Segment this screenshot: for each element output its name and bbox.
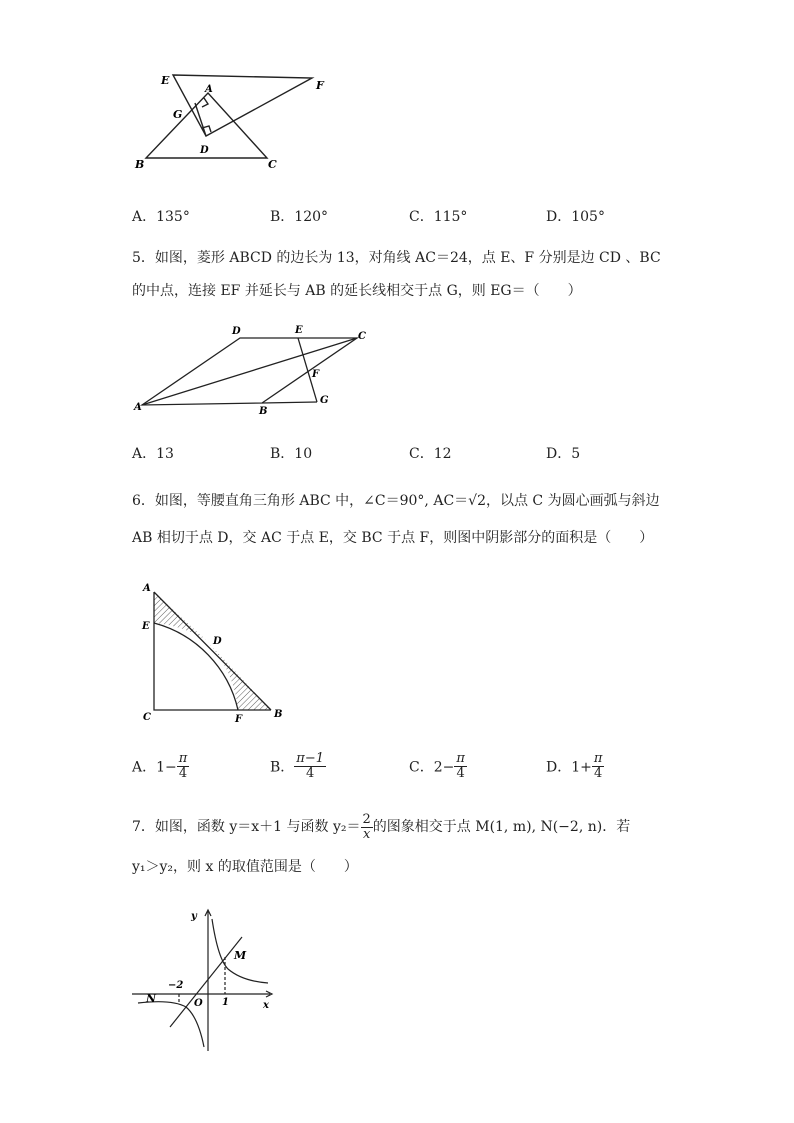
- q4-option-c[interactable]: C．115°: [409, 209, 468, 225]
- fig7-label-neg2: −2: [168, 980, 184, 991]
- q7-text-line1-part1: 7．如图，函数 y＝x＋1 与函数 y₂＝: [132, 819, 361, 835]
- fig5-label-G: G: [320, 395, 329, 406]
- q6-option-c[interactable]: [409, 752, 467, 781]
- fig4-label-B: B: [135, 158, 145, 171]
- fig4-label-D: D: [200, 145, 209, 156]
- q6-option-b-prefix: B．: [270, 759, 295, 776]
- q6-option-a[interactable]: [132, 752, 189, 781]
- q4-figure: [128, 66, 358, 176]
- fig5-label-E: E: [295, 325, 303, 336]
- fig5-label-F: F: [312, 369, 320, 380]
- q6-option-a-prefix: A．1−: [132, 759, 177, 776]
- triangle-efd: [173, 75, 312, 136]
- q6-option-d-prefix: D．1+: [546, 759, 592, 776]
- fig6-label-C: C: [143, 712, 151, 723]
- q4-option-a[interactable]: A．135°: [132, 209, 190, 225]
- fig4-label-C: C: [268, 158, 277, 171]
- fig4-label-F: F: [316, 79, 324, 92]
- q6-option-b-fraction: [294, 752, 326, 781]
- q4-option-b[interactable]: B．120°: [270, 209, 329, 225]
- fig7-label-one: 1: [222, 997, 229, 1008]
- q4-option-d[interactable]: D．105°: [546, 209, 605, 225]
- q6-option-c-fraction: [454, 752, 467, 781]
- fig6-label-D: D: [213, 636, 222, 647]
- hypotenuse-ab: [154, 592, 271, 710]
- q7-fraction: [361, 813, 373, 842]
- fig4-label-A: A: [205, 84, 213, 95]
- q6-option-d-fraction: [592, 752, 605, 781]
- q6-figure: [140, 580, 290, 726]
- q6-option-b[interactable]: [270, 752, 326, 781]
- q6-option-a-fraction: [177, 752, 190, 781]
- q6-text-line2: AB 相切于点 D，交 AC 于点 E，交 BC 于点 F，则图中阴影部分的面积是（ ）: [132, 530, 654, 546]
- fig4-label-G: G: [173, 108, 183, 121]
- fig7-label-N: N: [146, 992, 157, 1005]
- q7-text-line1: [132, 810, 630, 844]
- fig5-label-B: B: [259, 406, 268, 417]
- q6-option-d-numerator: π: [593, 751, 603, 766]
- q7-fraction-denominator: x: [362, 826, 371, 842]
- fig6-label-B: B: [274, 709, 283, 720]
- fig5-label-A: A: [134, 402, 142, 413]
- q6-options: [132, 752, 692, 786]
- q6-option-b-denominator: 4: [306, 766, 315, 781]
- fig6-label-E: E: [142, 621, 150, 632]
- q6-option-b-numerator: π−1: [296, 751, 325, 766]
- q5-option-a[interactable]: A．13: [132, 446, 174, 462]
- q6-option-d-denominator: 4: [594, 766, 603, 781]
- q6-option-a-denominator: 4: [178, 766, 188, 781]
- fig6-label-A: A: [143, 583, 151, 594]
- fig6-label-F: F: [235, 714, 243, 725]
- q5-option-d[interactable]: D．5: [546, 446, 581, 462]
- q5-option-b[interactable]: B．10: [270, 446, 313, 462]
- q5-figure: [132, 322, 372, 418]
- fig5-label-C: C: [358, 331, 366, 342]
- fig4-label-E: E: [161, 74, 170, 87]
- q6-option-c-denominator: 4: [456, 766, 465, 781]
- q6-text-line1: 6．如图，等腰直角三角形 ABC 中，∠C＝90°, AC＝√2，以点 C 为圆心画弧与斜边: [132, 493, 660, 509]
- fig7-label-x: x: [263, 1000, 269, 1011]
- fig5-label-D: D: [232, 326, 241, 337]
- fig7-label-O: O: [194, 998, 203, 1009]
- q6-option-d[interactable]: [546, 752, 604, 781]
- fig7-label-y: y: [191, 911, 197, 922]
- q7-text-line1-part2: 的图象相交于点 M(1, m), N(−2, n)．若: [372, 819, 631, 835]
- q7-figure: [132, 907, 282, 1055]
- q7-fraction-numerator: 2: [362, 811, 371, 827]
- q5-text-line1: 5．如图，菱形 ABCD 的边长为 13，对角线 AC＝24，点 E、F 分别是边 CD 、BC: [132, 250, 661, 266]
- q6-option-c-prefix: C．2−: [409, 759, 455, 776]
- q5-text-line2: 的中点，连接 EF 并延长与 AB 的延长线相交于点 G，则 EG＝（ ）: [132, 283, 582, 299]
- q7-text-line2: y₁＞y₂，则 x 的取值范围是（ ）: [132, 859, 358, 875]
- q5-option-c[interactable]: C．12: [409, 446, 452, 462]
- extension-bg: [262, 402, 317, 403]
- fig7-label-M: M: [234, 949, 247, 962]
- q6-option-c-numerator: π: [456, 751, 465, 766]
- q6-option-a-numerator: π: [178, 751, 188, 766]
